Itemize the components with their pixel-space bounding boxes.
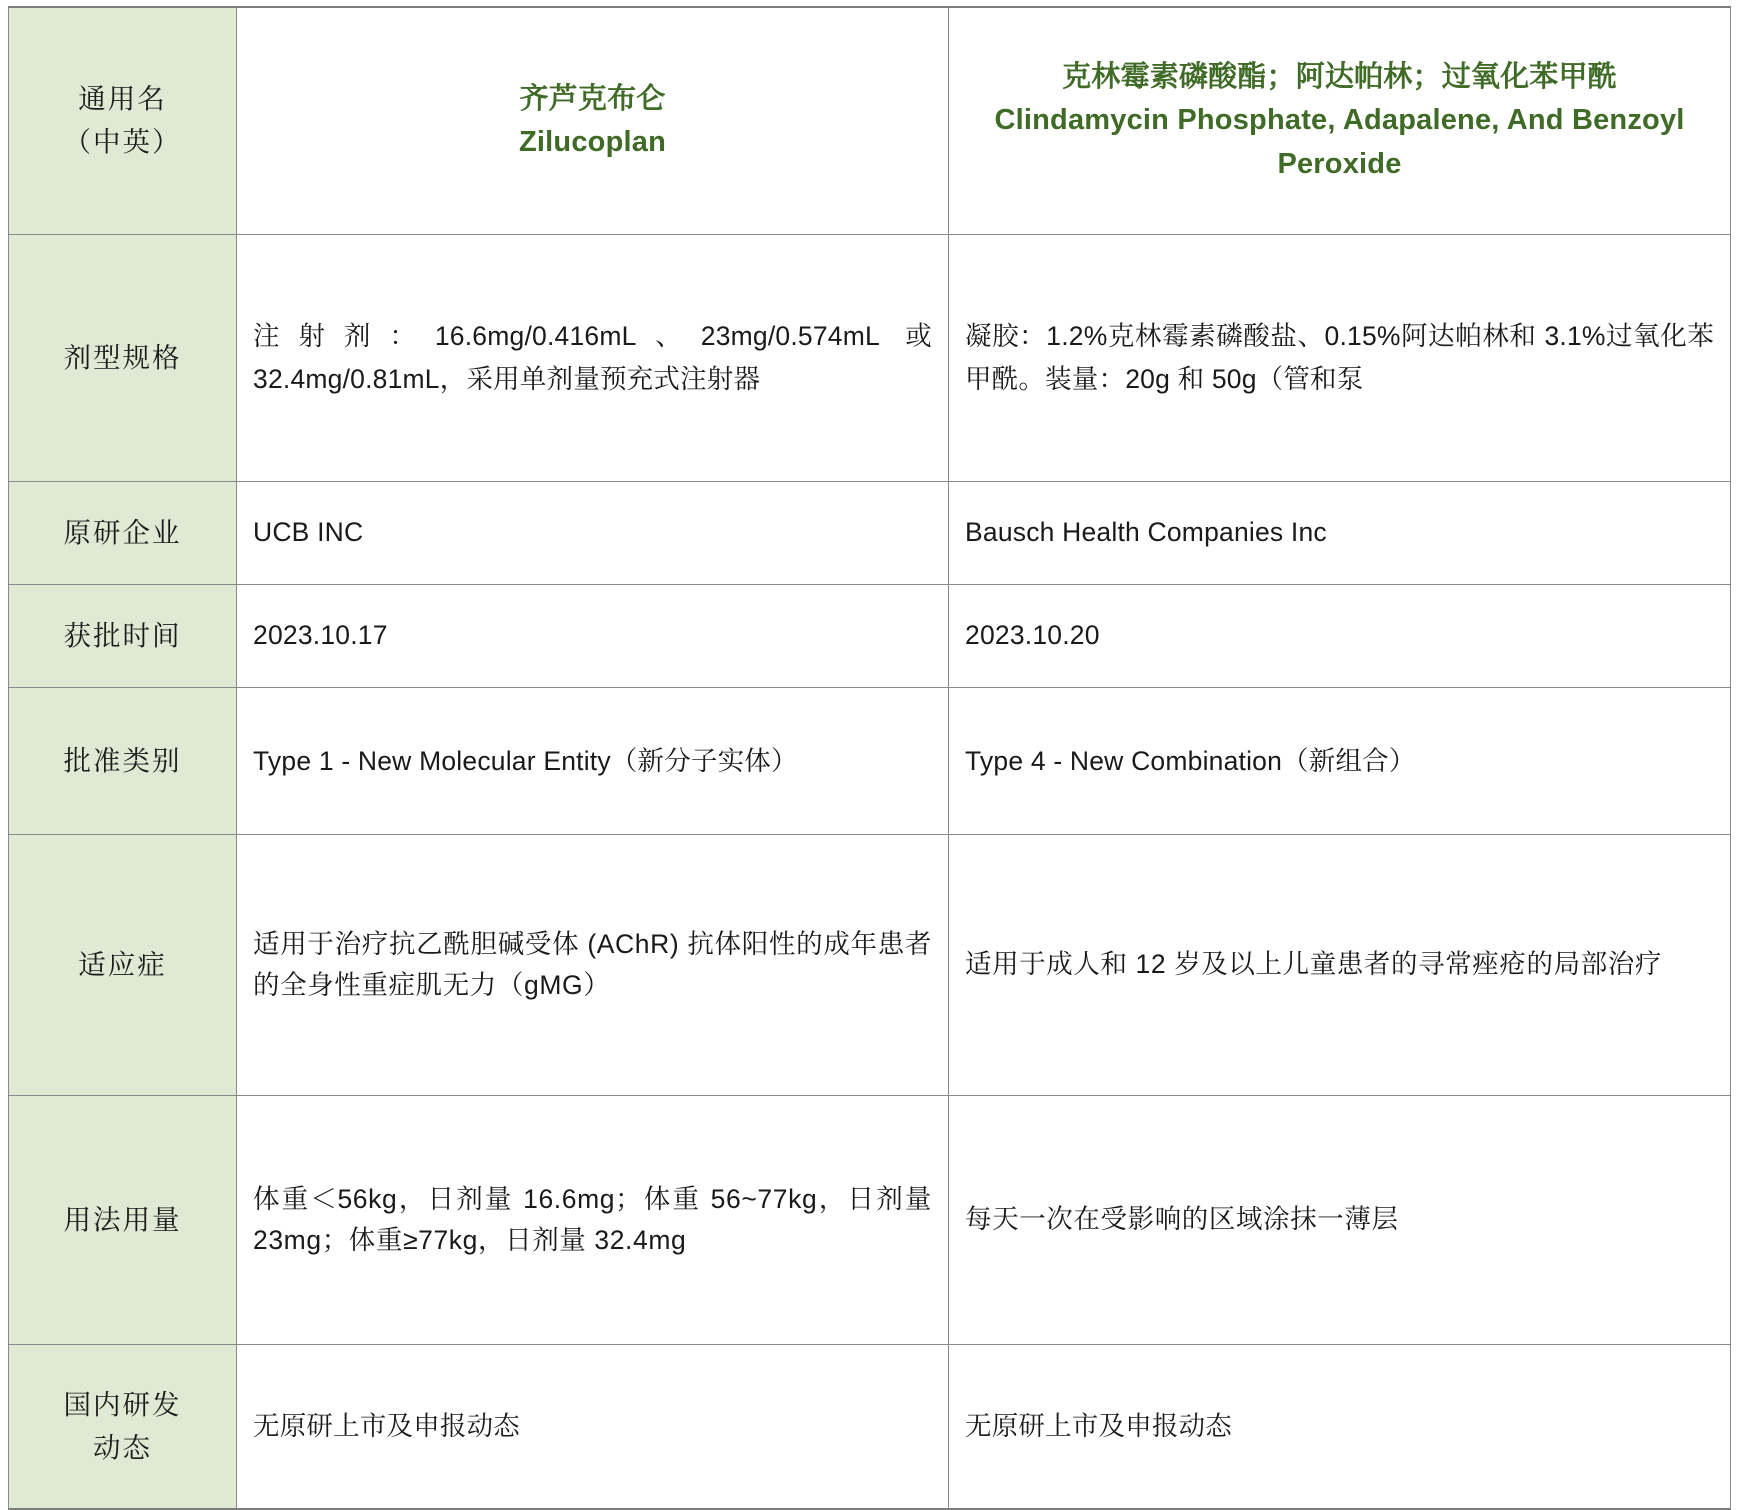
table-row: [9, 585, 1731, 688]
row-label-dosage-form: 剂型规格: [9, 235, 237, 482]
drug-b-name-en: Clindamycin Phosphate, Adapalene, And Benzoyl Peroxide: [994, 104, 1685, 180]
drug-a-approval-date: 2023.10.17: [237, 585, 949, 688]
row-label-generic-name: [9, 7, 237, 235]
drug-b-approval-type: Type 4 - New Combination（新组合）: [949, 688, 1731, 835]
row-label-approval-date: 获批时间: [9, 585, 237, 688]
row-label-line: 动态: [93, 1431, 152, 1463]
drug-a-indication: 适用于治疗抗乙酰胆碱受体 (AChR) 抗体阳性的成年患者的全身性重症肌无力（gMG）: [237, 835, 949, 1096]
row-label-indication: 适应症: [9, 835, 237, 1096]
row-label-originator: 原研企业: [9, 482, 237, 585]
table-row: [9, 1096, 1731, 1345]
drug-b-originator: Bausch Health Companies Inc: [949, 482, 1731, 585]
drug-a-usage: 体重＜56kg，日剂量 16.6mg；体重 56~77kg，日剂量 23mg；体重≥77kg，日剂量 32.4mg: [237, 1096, 949, 1345]
drug-a-name-en: Zilucoplan: [519, 126, 666, 158]
row-label-domestic-status: [9, 1345, 237, 1510]
table-row: [9, 482, 1731, 585]
drug-b-approval-date: 2023.10.20: [949, 585, 1731, 688]
row-label-usage: 用法用量: [9, 1096, 237, 1345]
row-label-line: 国内研发: [63, 1388, 182, 1420]
drug-a-dosage-form: 注射剂：16.6mg/0.416mL、23mg/0.574mL 或 32.4mg/0.81mL，采用单剂量预充式注射器: [237, 235, 949, 482]
drug-b-domestic-status: 无原研上市及申报动态: [949, 1345, 1731, 1510]
row-label-line: （中英）: [63, 126, 182, 157]
table-row: [9, 235, 1731, 482]
drug-b-dosage-form: 凝胶：1.2%克林霉素磷酸盐、0.15%阿达帕林和 3.1%过氧化苯甲酰。装量：20g 和 50g（管和泵: [949, 235, 1731, 482]
table-row: [9, 7, 1731, 235]
drug-b-indication: 适用于成人和 12 岁及以上儿童患者的寻常痤疮的局部治疗: [949, 835, 1731, 1096]
drug-comparison-table: [8, 6, 1731, 1510]
drug-b-name: [949, 7, 1731, 235]
table-row: [9, 835, 1731, 1096]
row-label-line: 通用名: [78, 83, 167, 115]
drug-b-name-cn: 克林霉素磷酸酯；阿达帕林；过氧化苯甲酰: [1062, 60, 1617, 93]
row-label-approval-type: 批准类别: [9, 688, 237, 835]
drug-a-name: [237, 7, 949, 235]
drug-a-domestic-status: 无原研上市及申报动态: [237, 1345, 949, 1510]
table-row: [9, 688, 1731, 835]
table-row: [9, 1345, 1731, 1510]
drug-a-name-cn: 齐芦克布仑: [519, 82, 666, 115]
drug-a-approval-type: Type 1 - New Molecular Entity（新分子实体）: [237, 688, 949, 835]
drug-b-usage: 每天一次在受影响的区域涂抹一薄层: [949, 1096, 1731, 1345]
drug-a-originator: UCB INC: [237, 482, 949, 585]
